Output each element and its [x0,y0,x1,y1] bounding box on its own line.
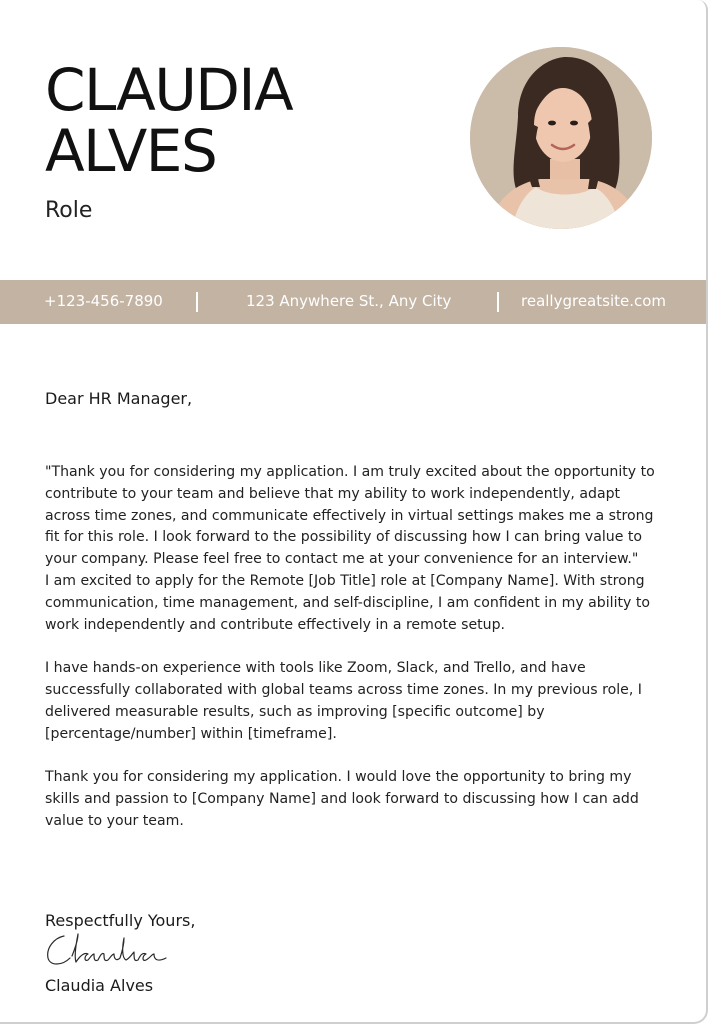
role-title: Role [45,198,93,223]
contact-bar [0,280,706,324]
profile-photo [470,47,652,229]
contact-website[interactable]: reallygreatsite.com [521,292,667,310]
handwritten-signature [42,928,182,972]
last-name: ALVES [45,117,217,185]
portrait-illustration [470,47,652,229]
letter-paragraph: I have hands-on experience with tools like Zoom, Slack, and Trello, and have successfully collaborated with global teams across time zones. In my previous role, I delivered measurable results, such as improving [specific outcome] by [percentage/number] within [timeframe]. [45,660,642,742]
letter-greeting: Dear HR Manager, [45,389,193,408]
letter-paragraph: Thank you for considering my application. I would love the opportunity to bring my skills and passion to [Company Name] and look forward to discussing how I can add value to your team. [45,769,639,829]
letter-closing: Respectfully Yours, [45,911,196,930]
contact-divider [196,292,198,312]
contact-phone[interactable]: +123-456-7890 [44,292,163,310]
first-name: CLAUDIA [45,56,293,124]
contact-divider [497,292,499,312]
signer-name: Claudia Alves [45,976,154,995]
letter-paragraph: I am excited to apply for the Remote [Job Title] role at [Company Name]. With strong communication, time management, and self-discipline, I am confident in my ability to work independently and contribute effectively in a remote setup. [45,572,650,633]
letter-body [45,462,657,833]
letter-paragraph: "Thank you for considering my application. I am truly excited about the opportunity to contribute to your team and believe that my ability to work independently, adapt across time zones, and communicate effectively in virtual settings makes me a strong fit for this role. I look forward to the possibility of discussing how I can bring value to your company. Please feel free to contact me at your convenience for an interview." [45,464,655,568]
contact-address: 123 Anywhere St., Any City [246,292,452,310]
applicant-name [45,56,293,185]
